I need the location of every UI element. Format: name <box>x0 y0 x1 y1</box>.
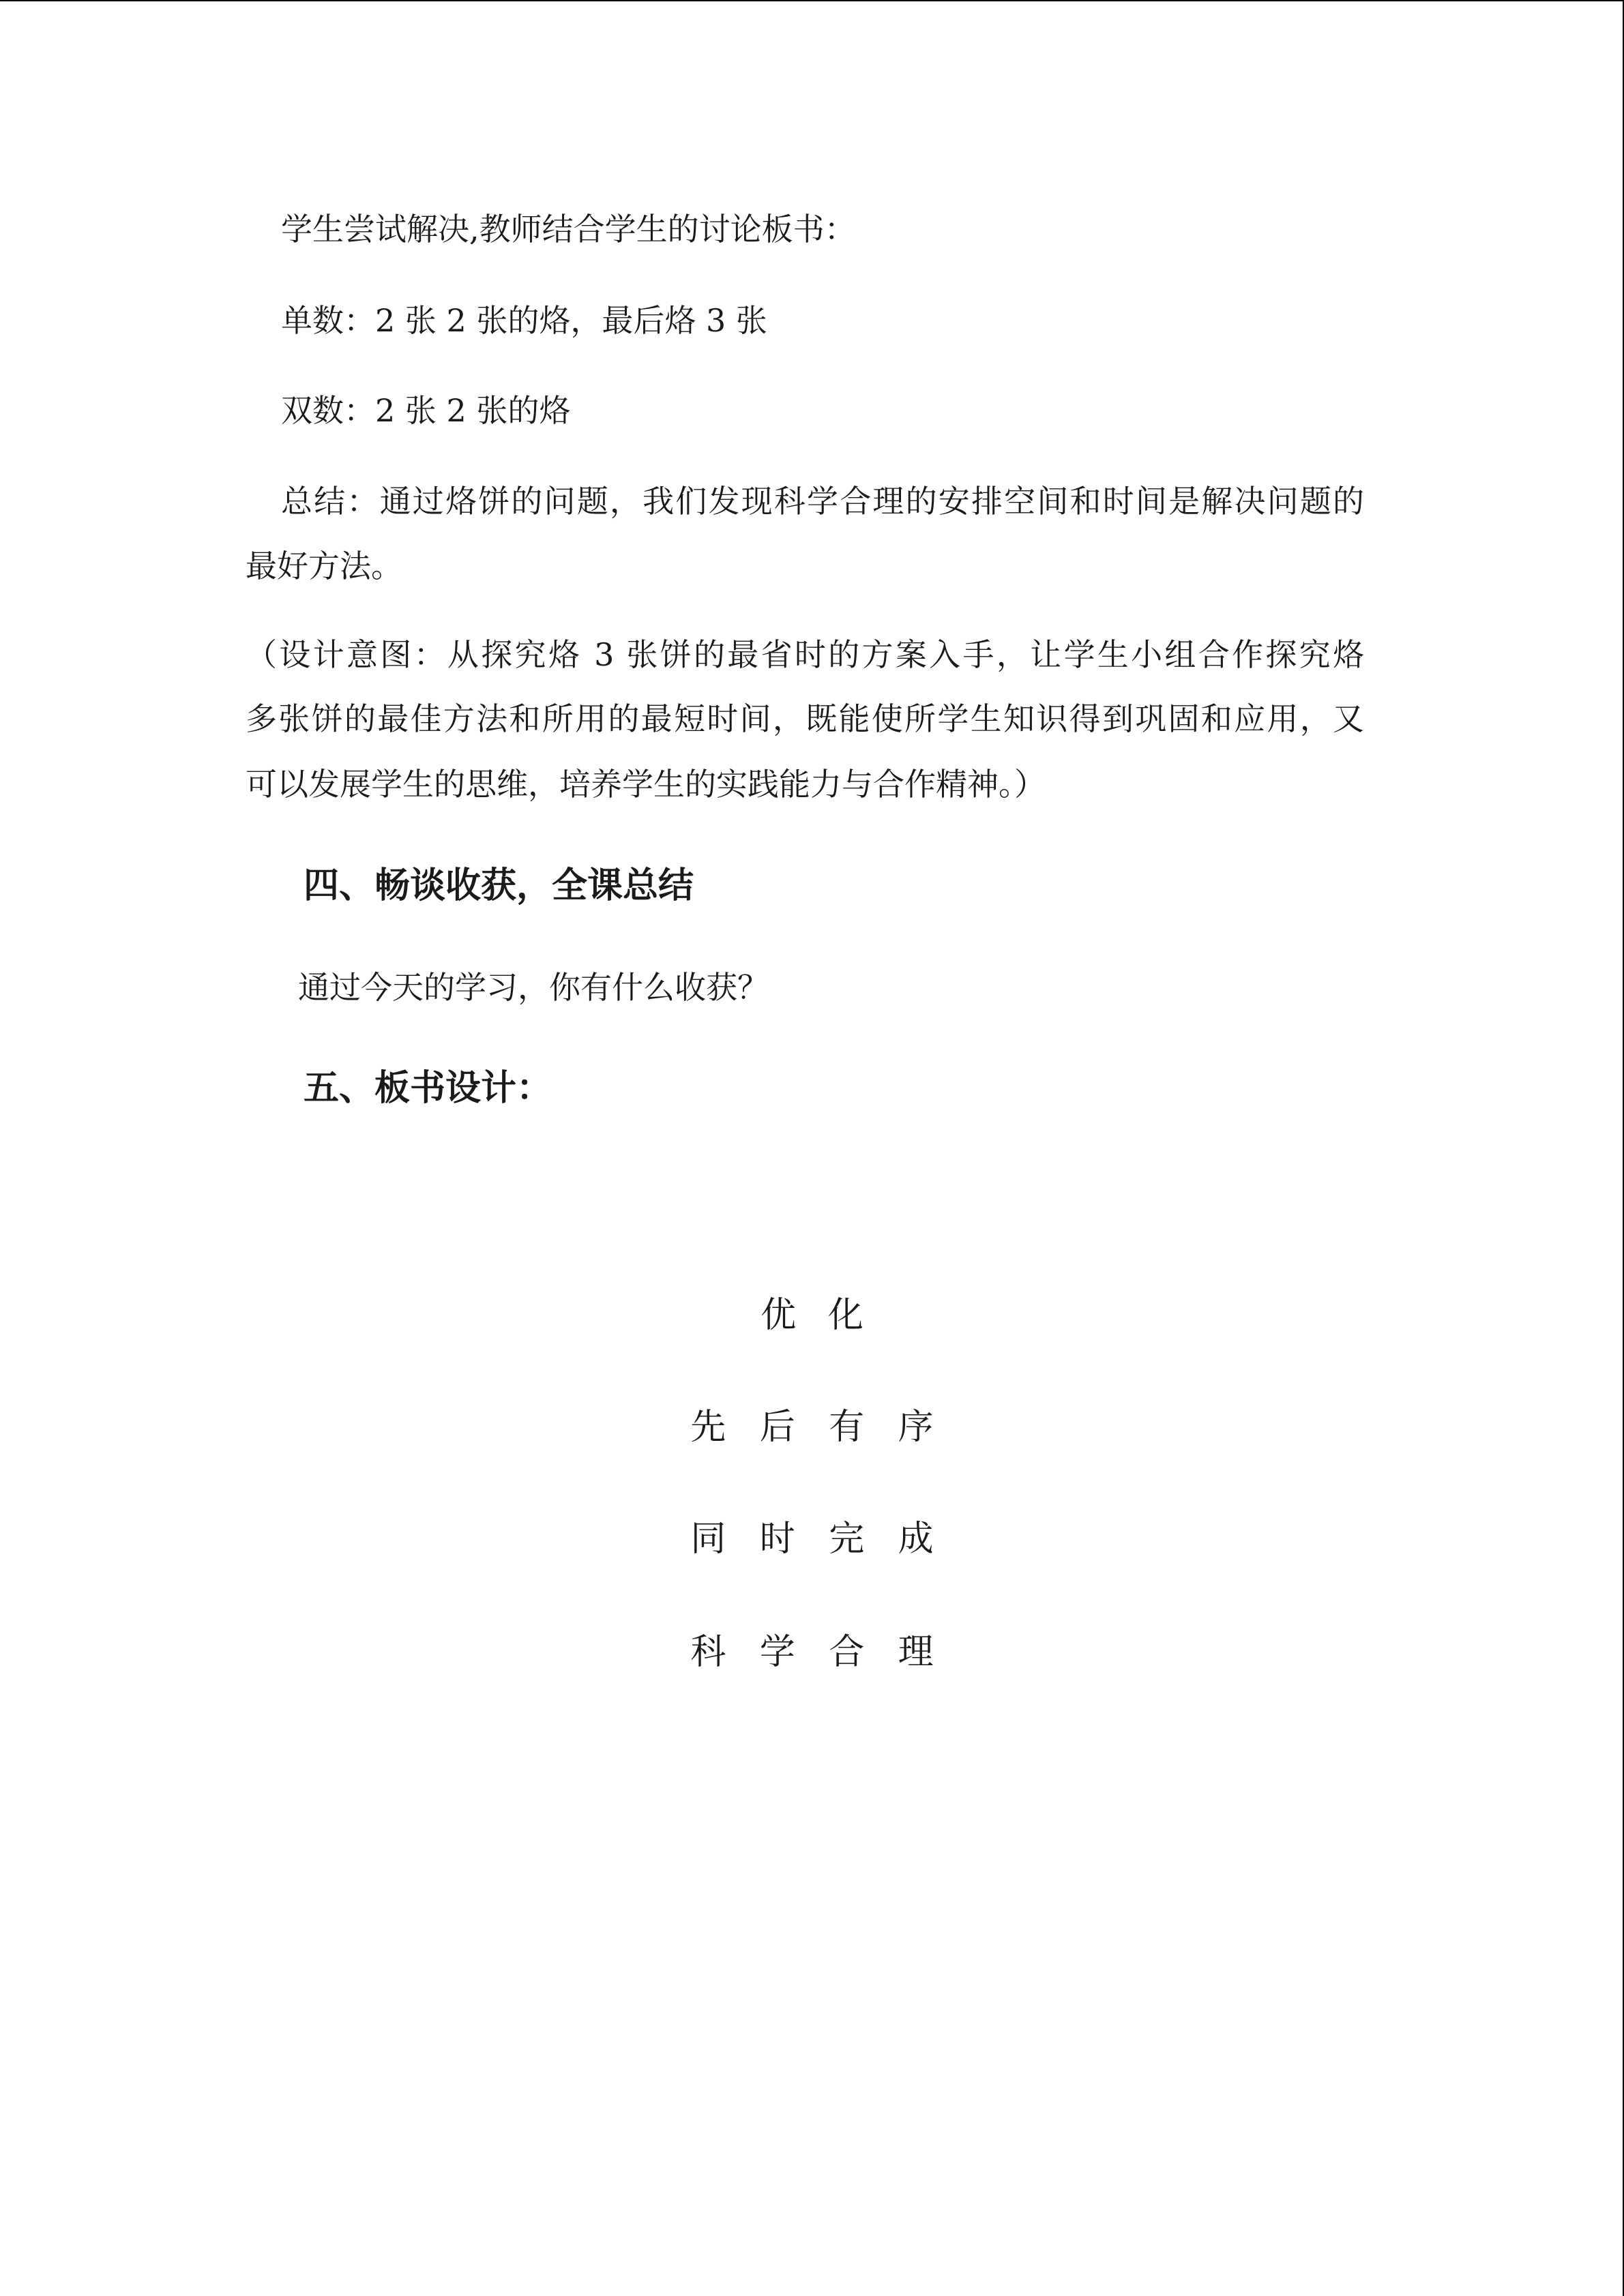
paragraph-design-intent-line-3: 可以发展学生的思维，培养学生的实践能力与合作精神。） <box>246 766 1046 803</box>
section-5-heading: 五、板书设计： <box>304 1068 552 1109</box>
paragraph-summary-line-2: 最好方法。 <box>246 548 402 584</box>
paragraph-board-intro: 学生尝试解决,教师结合学生的讨论板书： <box>281 211 856 248</box>
paragraph-summary-line-1: 总结：通过烙饼的问题，我们发现科学合理的安排空间和时间是解决问题的 <box>281 483 1364 520</box>
paragraph-even-case: 双数：2 张 2 张的烙 <box>281 392 571 429</box>
board-row-3: 科学合理 <box>690 1632 967 1673</box>
section-4-heading: 四、畅谈收获，全课总结 <box>304 865 694 906</box>
section-4-question: 通过今天的学习，你有什么收获？ <box>298 969 769 1006</box>
board-row-2: 同时完成 <box>690 1519 967 1560</box>
paragraph-design-intent-line-1: （设计意图：从探究烙 3 张饼的最省时的方案入手，让学生小组合作探究烙 <box>246 636 1364 673</box>
board-row-1: 先后有序 <box>690 1407 967 1448</box>
paragraph-design-intent-line-2: 多张饼的最佳方法和所用的最短时间，既能使所学生知识得到巩固和应用，又 <box>246 700 1364 737</box>
board-title: 优化 <box>761 1295 896 1336</box>
paragraph-odd-case: 单数：2 张 2 张的烙，最后烙 3 张 <box>281 302 767 339</box>
